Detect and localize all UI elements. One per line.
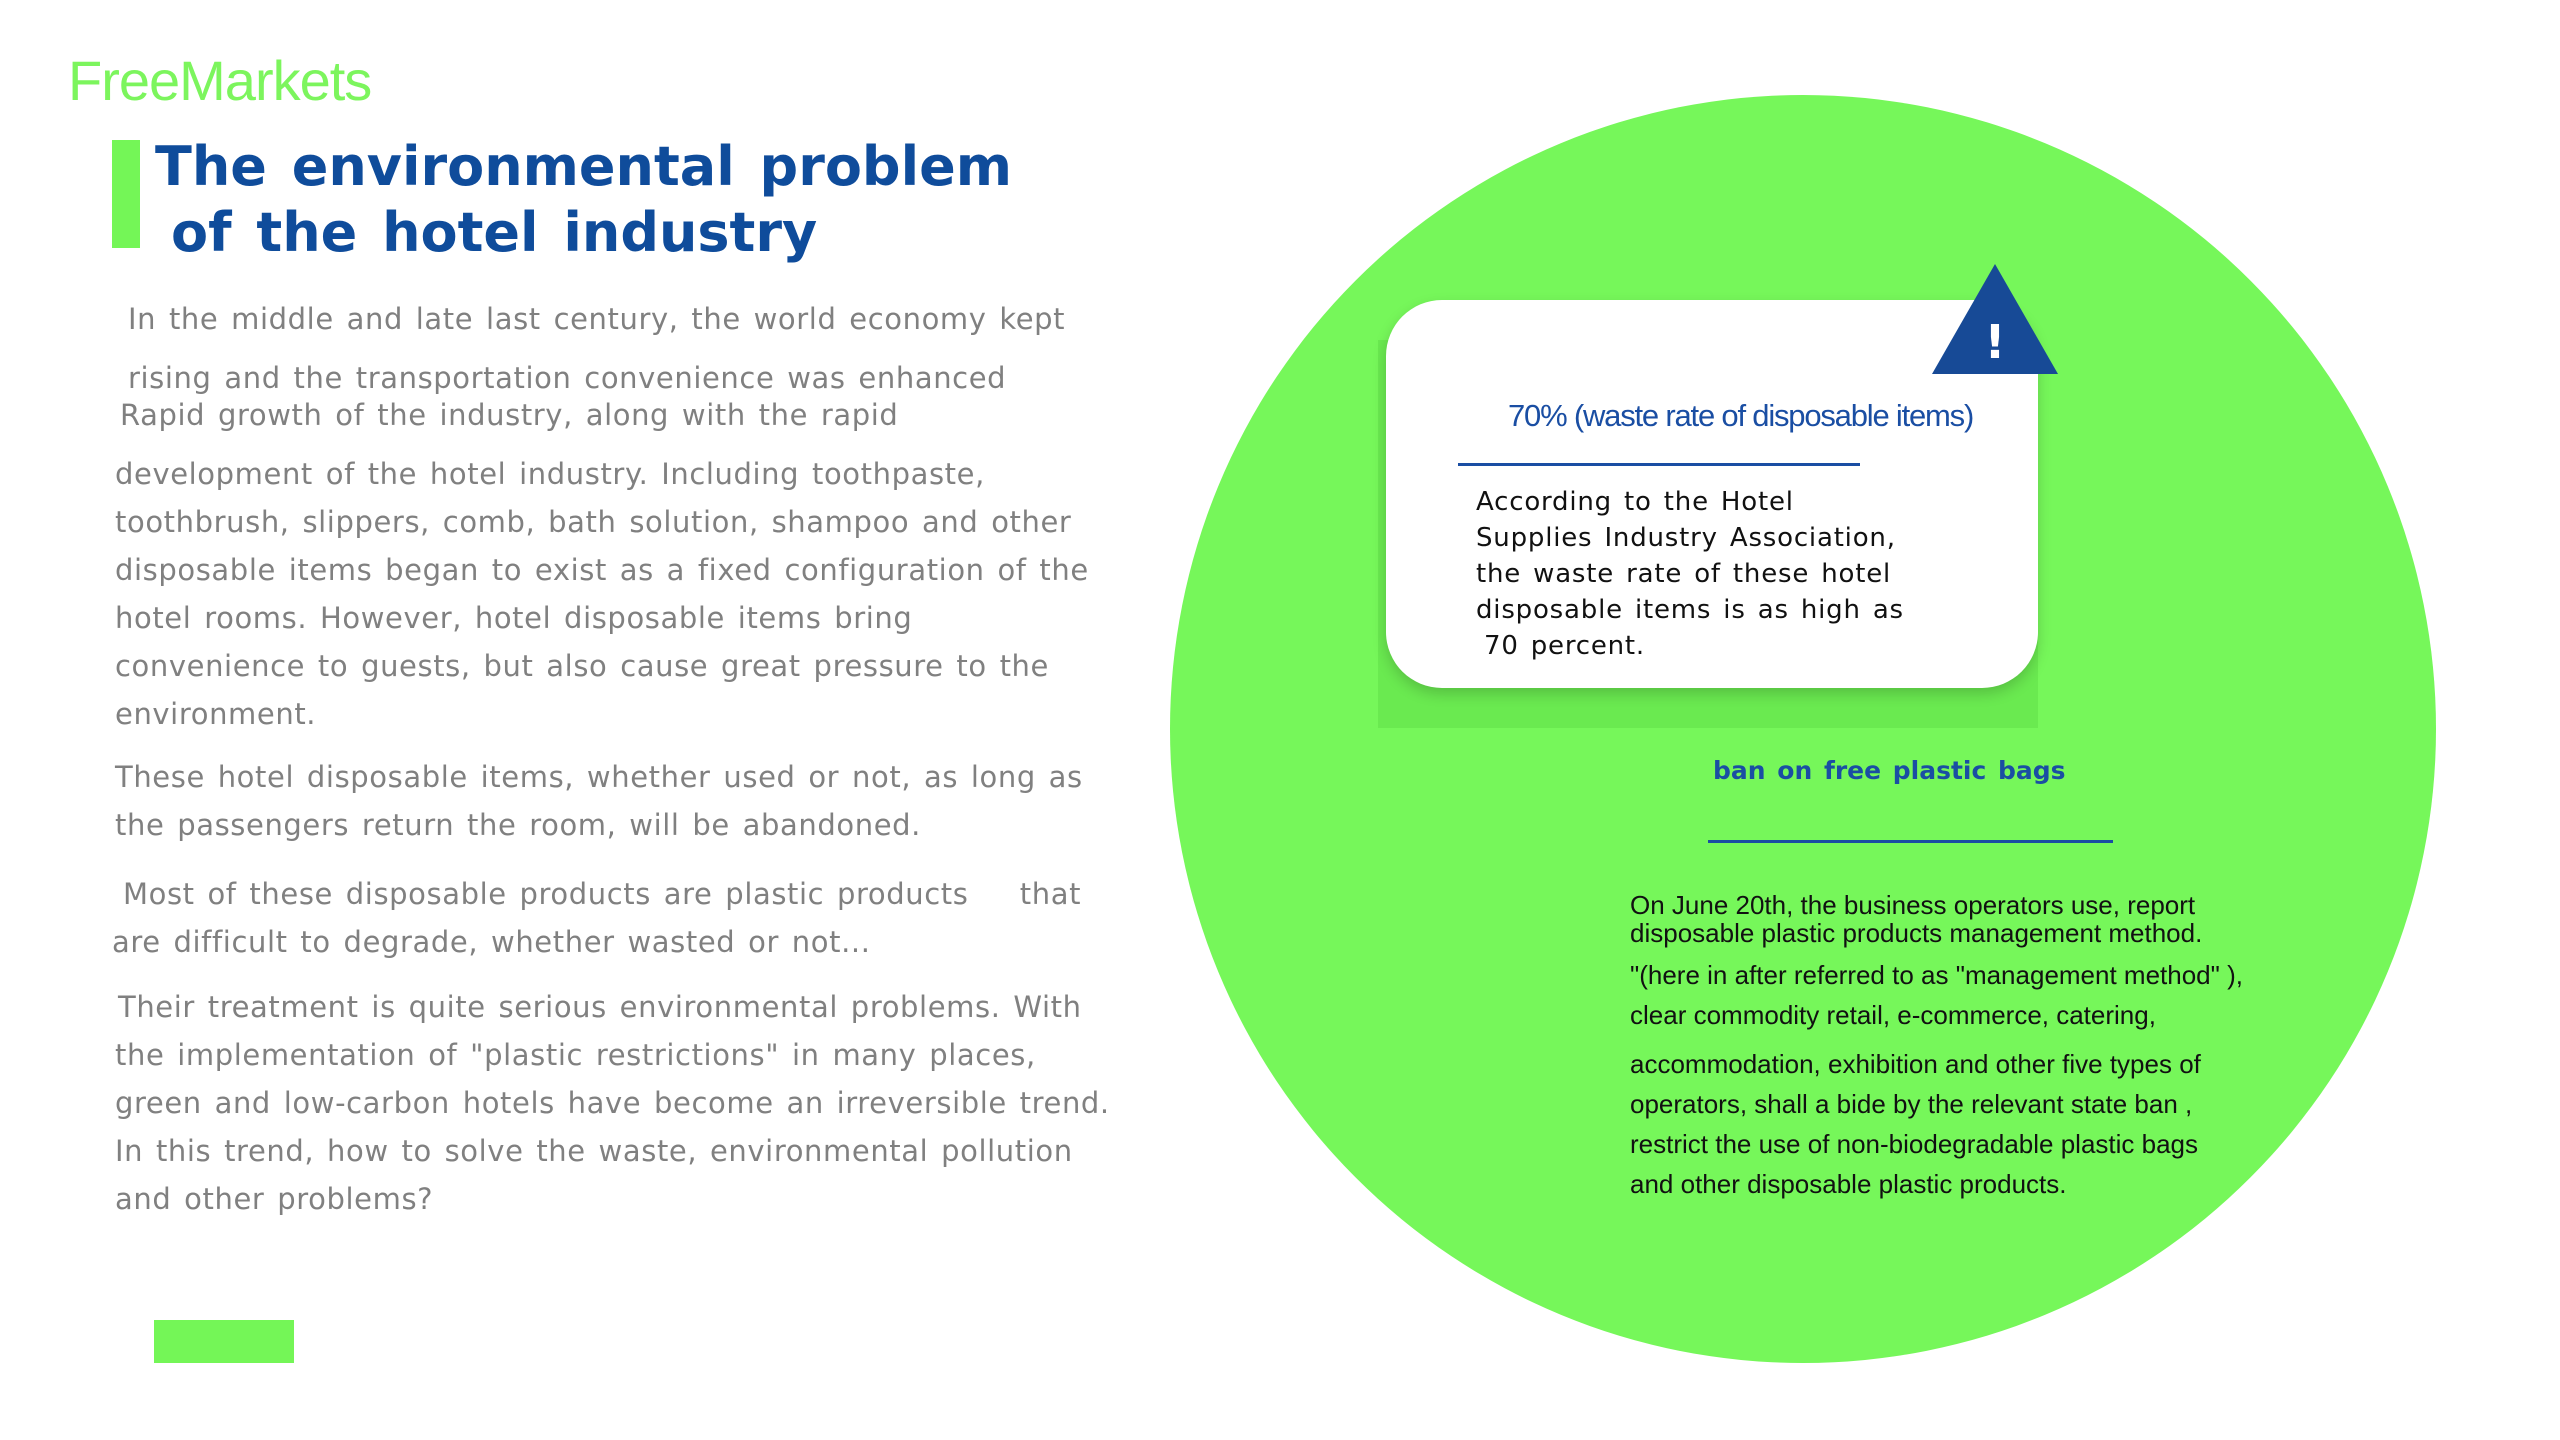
page-title: [155, 134, 1012, 266]
text-line: Most of these disposable products are plastic products that: [123, 877, 1082, 911]
text-line: Rapid growth of the industry, along with the rapid: [120, 398, 899, 432]
text-line: restrict the use of non-biodegradable plastic bags: [1630, 1129, 2199, 1159]
text-line: green and low-carbon hotels have become an irreversible trend.: [115, 1086, 1110, 1120]
text-line: the passengers return the room, will be abandoned.: [115, 808, 921, 842]
ban-heading: ban on free plastic bags: [1713, 756, 2066, 785]
text-line: clear commodity retail, e-commerce, catering,: [1630, 1000, 2156, 1030]
warning-triangle-icon: [1930, 262, 2060, 376]
text-line: the waste rate of these hotel: [1476, 559, 1892, 589]
text-line: disposable plastic products management method.: [1630, 918, 2203, 948]
text-line: environment.: [115, 697, 317, 731]
footer-accent-bar: [154, 1320, 294, 1363]
text-line: rising and the transportation convenience was enhanced: [128, 361, 1007, 395]
text-line: These hotel disposable items, whether used or not, as long as: [115, 760, 1083, 794]
text-line: Their treatment is quite serious environmental problems. With: [118, 990, 1082, 1024]
text-line: disposable items is as high as: [1476, 595, 1904, 625]
warning-mark: !: [1984, 315, 2006, 369]
text-line: Supplies Industry Association,: [1476, 523, 1896, 553]
ban-divider: [1708, 840, 2113, 843]
text-line: hotel rooms. However, hotel disposable items bring: [115, 601, 913, 635]
card-divider: [1458, 463, 1860, 466]
text-line: convenience to guests, but also cause great pressure to the: [115, 649, 1049, 683]
text-line: are difficult to degrade, whether wasted or not...: [112, 925, 871, 959]
paragraph-4: [112, 870, 1082, 966]
card-body: [1476, 484, 1904, 664]
text-line: 70 percent.: [1484, 631, 1645, 661]
card-heading: 70% (waste rate of disposable items): [1508, 398, 1974, 433]
text-line: disposable items began to exist as a fixed configuration of the: [115, 553, 1089, 587]
brand-logo: FreeMarkets: [68, 49, 372, 112]
title-accent-bar: [112, 140, 140, 248]
text-line: "(here in after referred to as "management method" ),: [1630, 960, 2243, 990]
paragraph-1: [115, 295, 1065, 439]
text-line: According to the Hotel: [1476, 487, 1794, 517]
text-line: On June 20th, the business operators use, report: [1630, 890, 2196, 920]
text-line: development of the hotel industry. Including toothpaste,: [115, 457, 985, 491]
text-line: In this trend, how to solve the waste, environmental pollution: [115, 1134, 1073, 1168]
text-line: toothbrush, slippers, comb, bath solution, shampoo and other: [115, 505, 1072, 539]
text-line: accommodation, exhibition and other five types of: [1630, 1049, 2201, 1079]
title-line-1: The environmental problem: [155, 135, 1012, 198]
text-line: In the middle and late last century, the world economy kept: [128, 302, 1066, 336]
text-line: and other problems?: [115, 1182, 434, 1216]
text-line: operators, shall a bide by the relevant state ban ,: [1630, 1089, 2193, 1119]
paragraph-5: [115, 983, 1110, 1223]
title-line-2: of the hotel industry: [171, 201, 818, 264]
paragraph-2: [115, 450, 1089, 738]
text-line: the implementation of "plastic restrictions" in many places,: [115, 1038, 1036, 1072]
paragraph-3: [115, 753, 1083, 849]
text-line: and other disposable plastic products.: [1630, 1169, 2067, 1199]
